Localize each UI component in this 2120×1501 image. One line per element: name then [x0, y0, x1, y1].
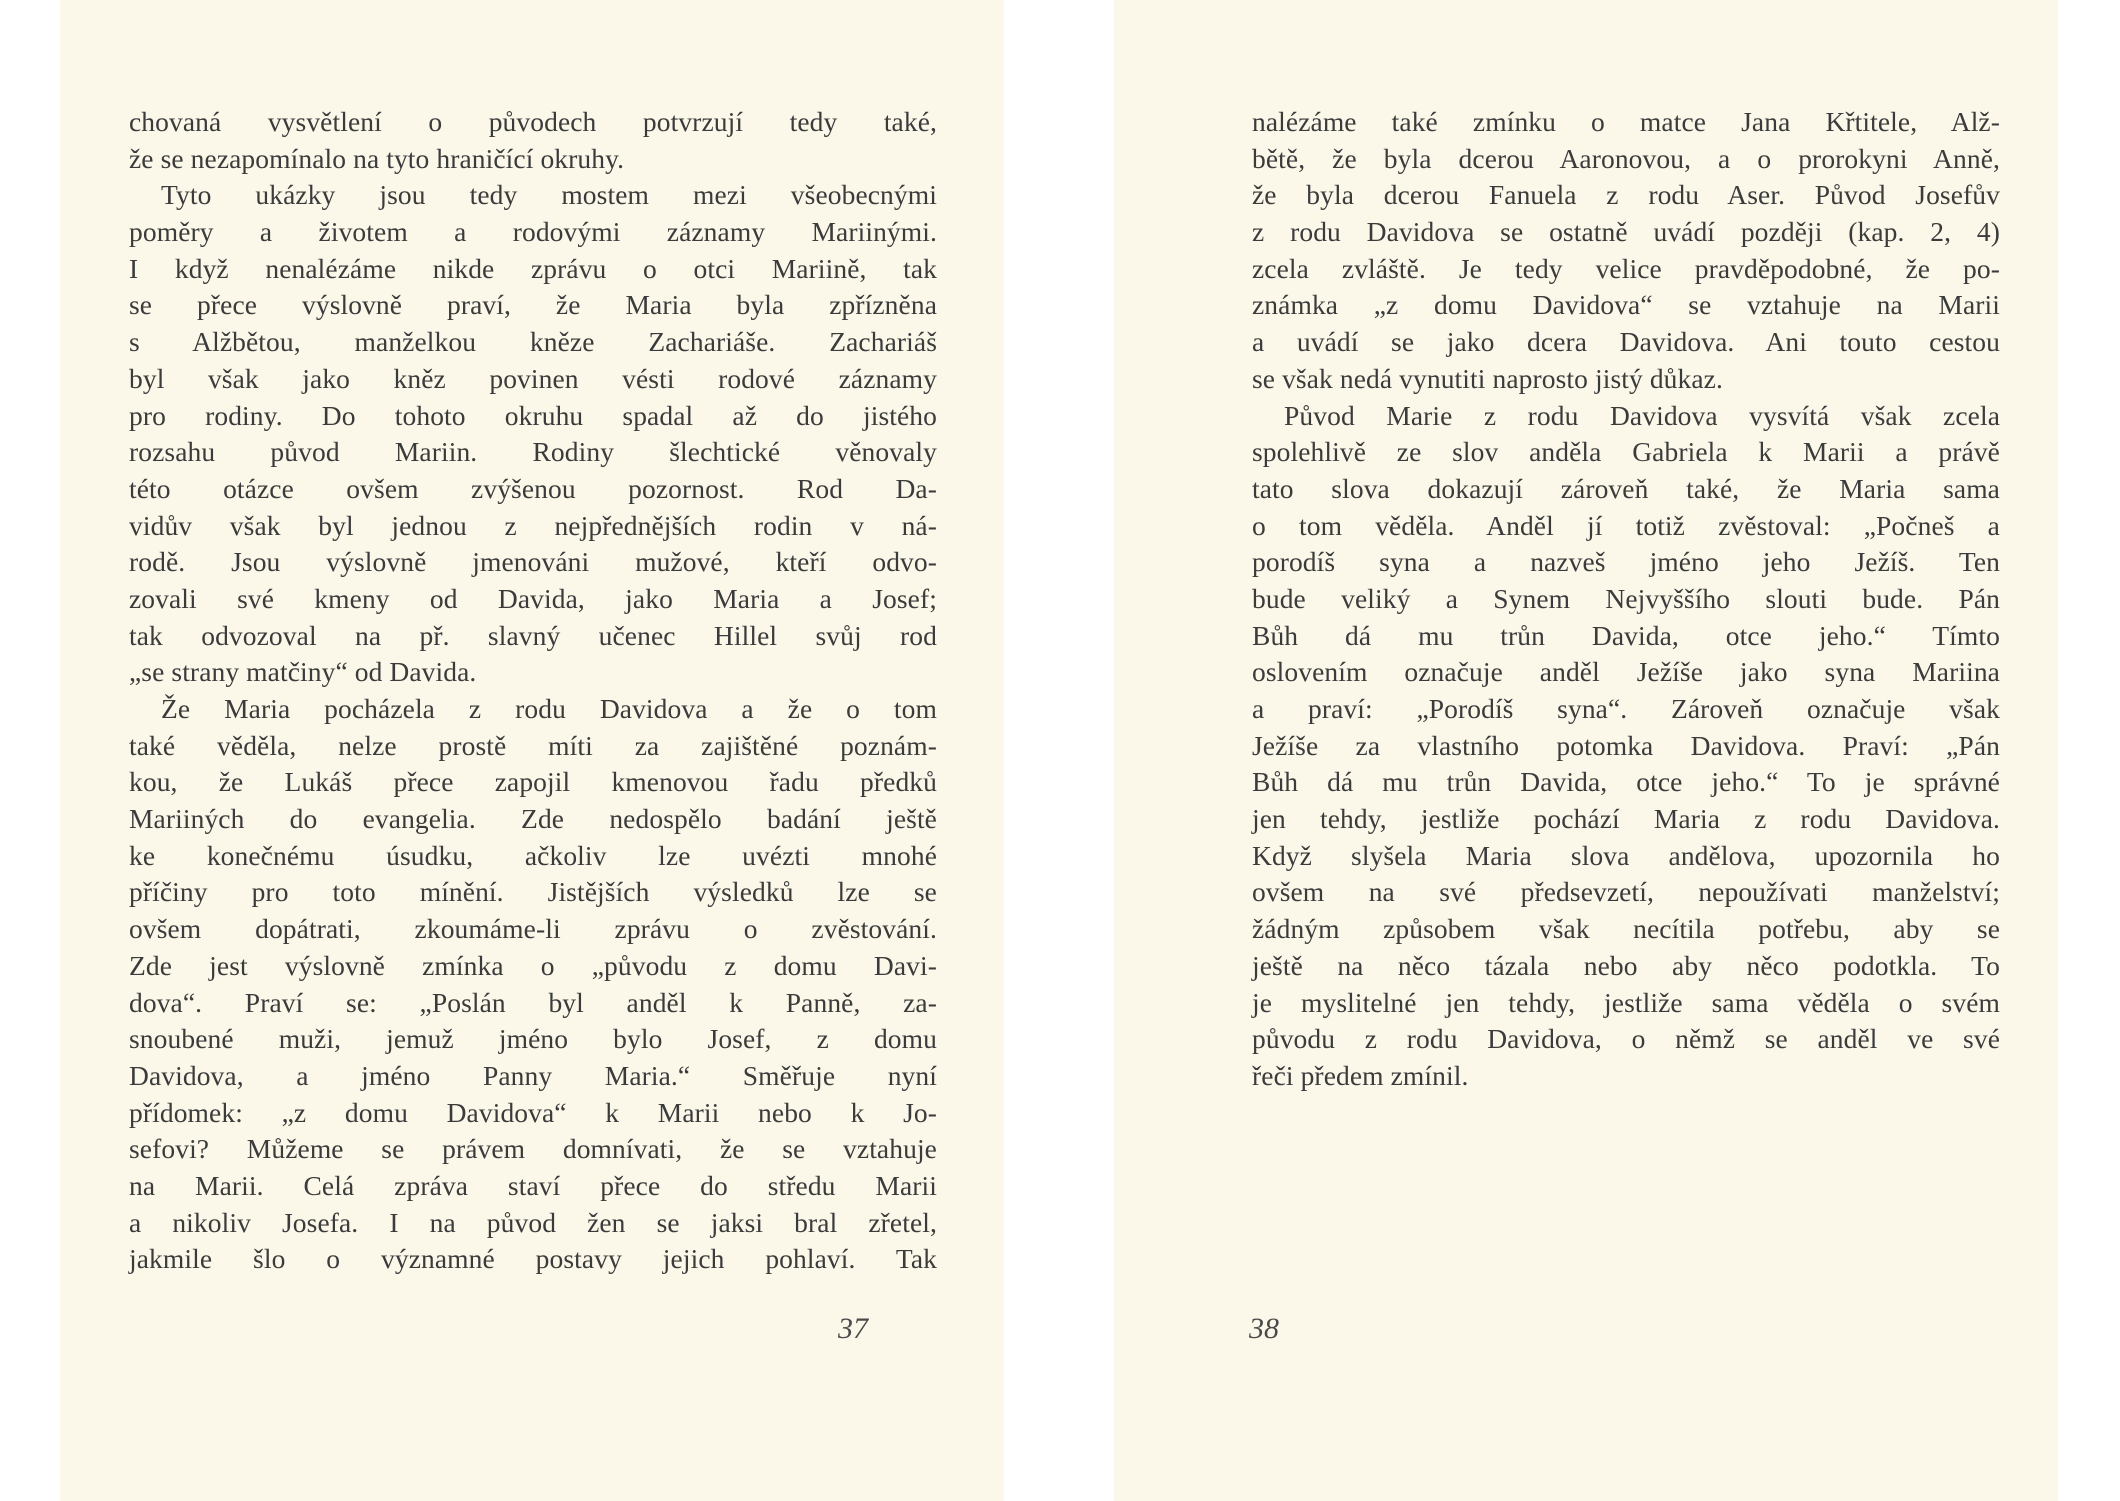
text-line: spolehlivě ze slov anděla Gabriela k Marii a právě	[1252, 436, 2000, 468]
text-line: přídomek: „z domu Davidova“ k Marii nebo k Jo-	[129, 1096, 937, 1128]
text-line: je myslitelné jen tehdy, jestliže sama věděla o svém	[1252, 986, 2000, 1018]
text-line: jakmile šlo o významné postavy jejich pohlaví. Tak	[129, 1243, 937, 1275]
text-line: se přece výslovně praví, že Maria byla zpřízněna	[129, 289, 937, 321]
right-page-text	[1252, 104, 2000, 1095]
text-line: řeči předem zmínil.	[1252, 1059, 1469, 1091]
text-line: nalézáme také zmínku o matce Jana Křtitele, Alž-	[1252, 106, 2000, 137]
text-line: Bůh dá mu trůn Davida, otce jeho.“ To je správné	[1252, 766, 2000, 798]
text-line: snoubené muži, jemuž jméno bylo Josef, z domu	[129, 1023, 937, 1055]
text-line: původu z rodu Davidova, o němž se anděl ve své	[1252, 1023, 2000, 1055]
text-line: pro rodiny. Do tohoto okruhu spadal až do jistého	[129, 399, 937, 431]
text-line: o tom věděla. Anděl jí totiž zvěstoval: „Počneš a	[1252, 509, 2000, 541]
text-line: a uvádí se jako dcera Davidova. Ani touto cestou	[1252, 326, 2000, 358]
text-line: že se nezapomínalo na tyto hraničící okruhy.	[129, 142, 625, 174]
left-page	[60, 0, 1004, 1501]
text-line: zovali své kmeny od Davida, jako Maria a Josef;	[129, 582, 937, 614]
text-line: ještě na něco tázala nebo aby něco podotkla. To	[1252, 949, 2000, 981]
text-line: vidův však byl jednou z nejpřednějších rodin v ná-	[129, 509, 937, 541]
text-line: oslovením označuje anděl Ježíše jako syna Mariina	[1252, 656, 2000, 688]
right-page-number: 38	[1249, 1312, 1279, 1345]
text-line: chovaná vysvětlení o původech potvrzují tedy také,	[129, 106, 937, 137]
text-line: tak odvozoval na př. slavný učenec Hillel svůj rod	[129, 619, 937, 651]
text-line: se však nedá vynutiti naprosto jistý důkaz.	[1252, 362, 1723, 394]
text-line: na Marii. Celá zpráva staví přece do středu Marii	[129, 1169, 937, 1201]
text-line: známka „z domu Davidova“ se vztahuje na Marii	[1252, 289, 2000, 321]
text-line: tato slova dokazují zároveň také, že Maria sama	[1252, 472, 2000, 504]
left-page-number: 37	[838, 1312, 868, 1345]
left-page-text	[129, 104, 937, 1278]
text-line: Když slyšela Maria slova andělova, upozornila ho	[1252, 839, 2000, 871]
text-line: bude veliký a Synem Nejvyššího slouti bude. Pán	[1252, 582, 2000, 614]
text-line: poměry a životem a rodovými záznamy Mariinými.	[129, 216, 937, 248]
text-line: porodíš syna a nazveš jméno jeho Ježíš. Ten	[1252, 546, 2000, 578]
text-line: s Alžbětou, manželkou kněze Zachariáše. Zachariáš	[129, 326, 937, 358]
text-line: Davidova, a jméno Panny Maria.“ Směřuje nyní	[129, 1059, 937, 1091]
right-page	[1114, 0, 2058, 1501]
text-line: že byla dcerou Fanuela z rodu Aser. Původ Josefův	[1252, 179, 2000, 211]
text-line: ovšem na své předsevzetí, nepoužívati manželství;	[1252, 876, 2000, 908]
text-line: Tyto ukázky jsou tedy mostem mezi všeobecnými	[161, 179, 937, 211]
text-line: Mariiných do evangelia. Zde nedospělo badání ještě	[129, 803, 937, 835]
text-line: a nikoliv Josefa. I na původ žen se jaksi bral zřetel,	[129, 1206, 937, 1238]
text-line: žádným způsobem však necítila potřebu, aby se	[1252, 913, 2000, 945]
text-line: Bůh dá mu trůn Davida, otce jeho.“ Tímto	[1252, 619, 2000, 651]
text-line: kou, že Lukáš přece zapojil kmenovou řadu předků	[129, 766, 937, 798]
text-line: „se strany matčiny“ od Davida.	[129, 656, 477, 688]
text-line: z rodu Davidova se ostatně uvádí později (kap. 2, 4)	[1252, 216, 2000, 248]
text-line: byl však jako kněz povinen vésti rodové záznamy	[129, 362, 937, 394]
text-line: Původ Marie z rodu Davidova vysvítá však zcela	[1284, 399, 2000, 431]
text-line: rodě. Jsou výslovně jmenováni mužové, kteří odvo-	[129, 546, 937, 578]
text-line: bětě, že byla dcerou Aaronovou, a o prorokyni Anně,	[1252, 142, 2000, 174]
text-line: Ježíše za vlastního potomka Davidova. Praví: „Pán	[1252, 729, 2000, 761]
text-line: ke konečnému úsudku, ačkoliv lze uvézti mnohé	[129, 839, 937, 871]
text-line: této otázce ovšem zvýšenou pozornost. Rod Da-	[129, 472, 937, 504]
text-line: sefovi? Můžeme se právem domnívati, že se vztahuje	[129, 1133, 937, 1165]
text-line: jen tehdy, jestliže pochází Maria z rodu Davidova.	[1252, 803, 2000, 835]
text-line: dova“. Praví se: „Poslán byl anděl k Panně, za-	[129, 986, 937, 1018]
text-line: Zde jest výslovně zmínka o „původu z domu Davi-	[129, 949, 937, 981]
text-line: ovšem dopátrati, zkoumáme-li zprávu o zvěstování.	[129, 913, 937, 945]
text-line: rozsahu původ Mariin. Rodiny šlechtické věnovaly	[129, 436, 937, 468]
text-line: příčiny pro toto mínění. Jistějších výsledků lze se	[129, 876, 937, 908]
text-line: I když nenalézáme nikde zprávu o otci Mariině, tak	[129, 252, 937, 284]
text-line: také věděla, nelze prostě míti za zajištěné poznám-	[129, 729, 937, 761]
text-line: Že Maria pocházela z rodu Davidova a že o tom	[161, 693, 937, 724]
text-line: zcela zvláště. Je tedy velice pravděpodobné, že po-	[1252, 252, 2000, 284]
text-line: a praví: „Porodíš syna“. Zároveň označuje však	[1252, 693, 2000, 724]
